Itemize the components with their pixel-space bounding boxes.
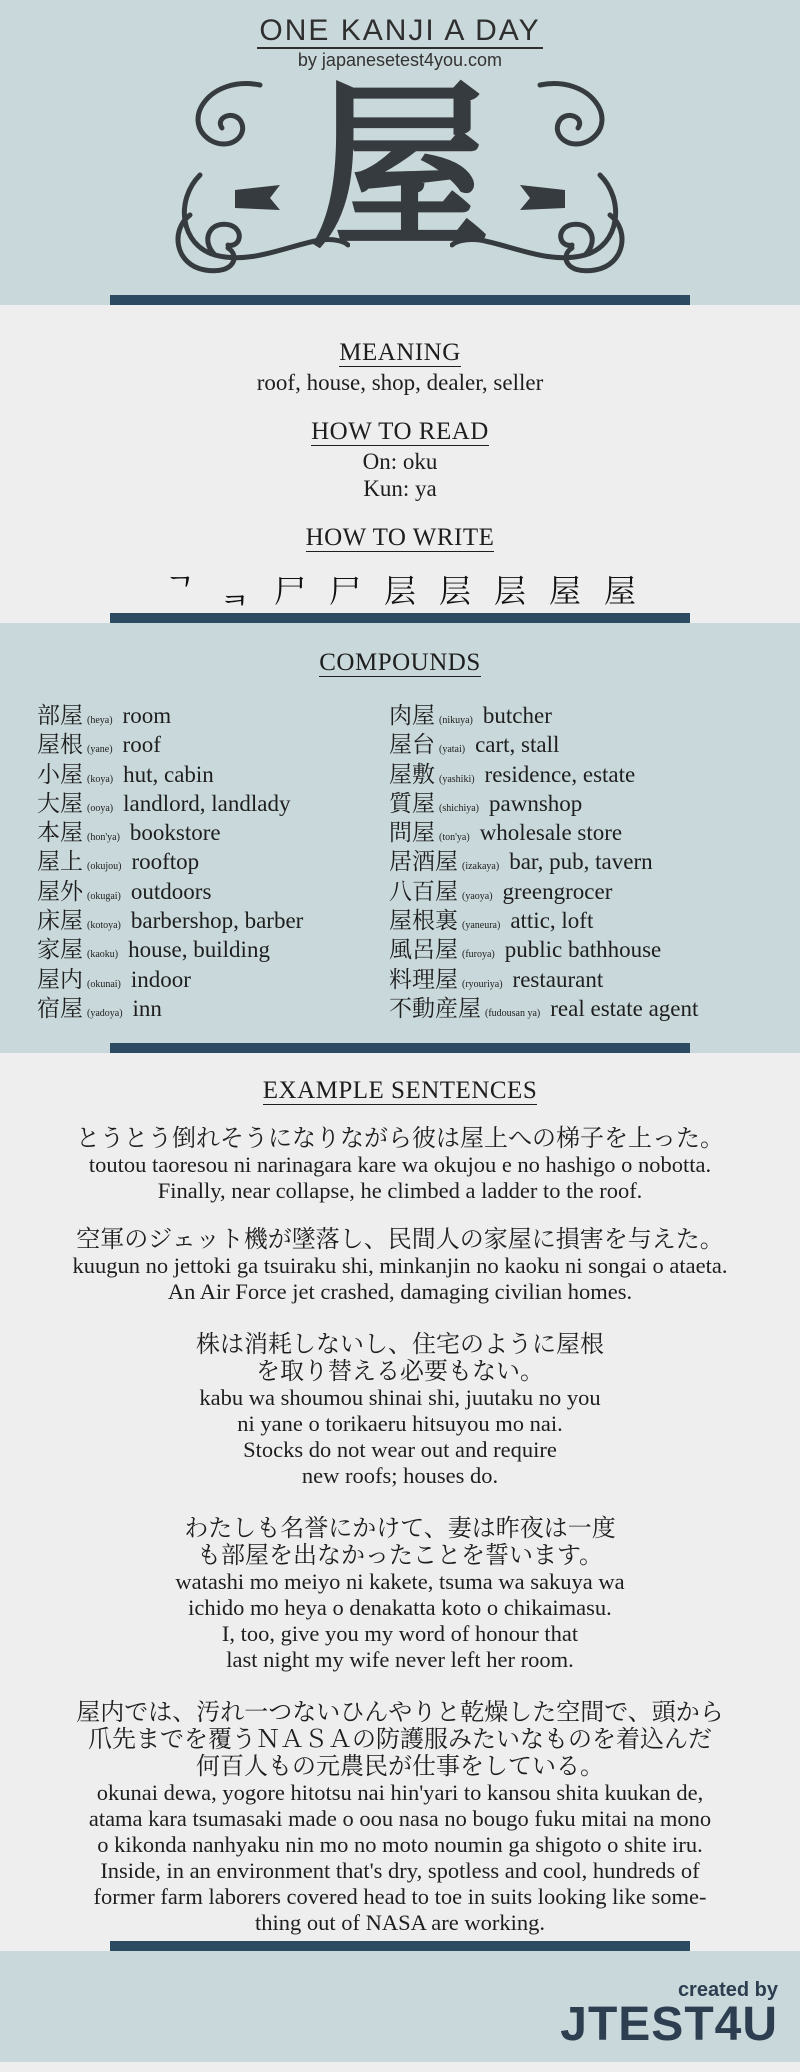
example-english: thing out of NASA are working.	[255, 1910, 545, 1935]
compounds-heading: COMPOUNDS	[319, 649, 481, 676]
compound-kanji: 屋上	[37, 849, 83, 876]
compound-row	[37, 990, 389, 1022]
reading-heading: HOW TO READ	[311, 418, 489, 445]
compound-meaning: outdoors	[130, 878, 212, 904]
compound-meaning: wholesale store	[479, 820, 623, 846]
compound-reading: (yadoya)	[87, 1007, 123, 1019]
meaning-heading: MEANING	[339, 339, 461, 366]
compounds-section	[0, 623, 800, 1053]
compound-reading: (hon'ya)	[87, 832, 120, 844]
jtest4u-logo: JTEST4U	[560, 1998, 778, 2051]
compound-meaning: pawnshop	[489, 790, 583, 816]
example-japanese: を取り替える必要もない。	[256, 1357, 544, 1385]
compound-reading: (nikuya)	[439, 715, 473, 726]
compound-row	[37, 961, 389, 993]
compound-reading: (shichiya)	[439, 802, 479, 814]
compound-meaning: greengrocer	[502, 878, 613, 904]
divider	[110, 1941, 690, 1951]
stroke-order	[0, 566, 800, 612]
example-english: former farm laborers covered head to toe in suits looking like some-	[93, 1884, 707, 1909]
example-sentence	[0, 1699, 800, 1936]
example-romaji: ichido mo heya o denakatta koto o chikaimasu.	[188, 1595, 612, 1620]
compound-row	[37, 697, 389, 729]
stroke-step: 屋	[603, 572, 636, 610]
example-english: Stocks do not wear out and require	[243, 1437, 557, 1462]
compound-row	[389, 726, 789, 759]
compound-meaning: restaurant	[512, 966, 604, 992]
example-romaji: ni yane o torikaeru hitsuyou mo nai.	[237, 1411, 563, 1436]
examples-section	[0, 1053, 800, 1951]
compound-reading: (okugai)	[87, 890, 121, 902]
example-romaji: atama kara tsumasaki made o oou nasa no bougo fuku mitai na mono	[88, 1806, 712, 1831]
compound-kanji: 大屋	[37, 790, 83, 817]
compound-kanji: 屋台	[389, 732, 435, 759]
meaning-text: roof, house, shop, dealer, seller	[256, 370, 544, 395]
compound-kanji: 風呂屋	[389, 937, 458, 964]
compound-reading: (ton'ya)	[439, 832, 470, 844]
stroke-step: ᆿ	[219, 572, 251, 610]
compound-meaning: hut, cabin	[123, 761, 214, 787]
compound-kanji: 家屋	[37, 937, 83, 964]
compound-meaning: indoor	[130, 966, 191, 992]
stroke-step: ᄀ	[164, 572, 196, 610]
compound-row	[37, 756, 389, 788]
compound-row	[389, 697, 789, 729]
compound-meaning: roof	[122, 732, 161, 758]
compound-meaning: cart, stall	[475, 732, 560, 758]
kun-reading: Kun: ya	[363, 476, 437, 501]
example-japanese: 屋内では、汚れ一つないひんやりと乾燥した空間で、頭から	[76, 1698, 724, 1726]
compound-reading: (okujou)	[87, 861, 122, 873]
example-japanese: 株は消耗しないし、住宅のように屋根	[196, 1330, 604, 1358]
compound-meaning: room	[122, 703, 172, 728]
compound-reading: (furoya)	[462, 949, 495, 961]
page-title: ONE KANJI A DAY	[259, 14, 541, 47]
stroke-step: 尸	[273, 572, 306, 610]
example-japanese: とうとう倒れそうになりながら彼は屋上への梯子を上った。	[76, 1124, 724, 1152]
compound-reading: (heya)	[87, 715, 113, 726]
example-english: new roofs; houses do.	[301, 1463, 499, 1488]
compound-meaning: landlord, landlady	[123, 790, 291, 816]
example-japanese: 何百人もの元農民が仕事をしている。	[196, 1752, 604, 1780]
byline: by japanesetest4you.com	[297, 50, 503, 70]
example-english: An Air Force jet crashed, damaging civilian homes.	[167, 1279, 633, 1304]
compound-kanji: 問屋	[389, 820, 435, 847]
example-romaji: watashi mo meiyo ni kakete, tsuma wa sakuya wa	[175, 1569, 625, 1594]
compound-meaning: attic, loft	[510, 908, 594, 934]
compound-reading: (okunai)	[87, 978, 121, 990]
example-romaji: kabu wa shoumou shinai shi, juutaku no you	[199, 1385, 601, 1410]
stroke-step: 层	[493, 572, 526, 610]
stroke-step: 层	[438, 572, 471, 610]
compound-reading: (ooya)	[87, 802, 114, 814]
example-japanese: わたしも名誉にかけて、妻は昨夜は一度	[184, 1514, 616, 1542]
divider	[110, 295, 690, 305]
divider	[110, 613, 690, 623]
example-english: I, too, give you my word of honour that	[221, 1621, 579, 1646]
compound-kanji: 料理屋	[389, 966, 458, 993]
examples-heading: EXAMPLE SENTENCES	[262, 1077, 538, 1104]
featured-kanji: 屋	[309, 65, 490, 274]
compound-kanji: 質屋	[389, 790, 435, 817]
compound-kanji: 屋敷	[389, 761, 435, 788]
compound-row	[389, 873, 789, 905]
compound-kanji: 屋外	[37, 878, 83, 905]
example-sentence	[0, 1226, 800, 1305]
compound-row	[389, 843, 789, 876]
example-sentence	[0, 1331, 800, 1489]
compound-kanji: 部屋	[37, 703, 83, 729]
example-romaji: toutou taoresou ni narinagara kare wa okujou e no hashigo o nobotta.	[88, 1152, 712, 1177]
compound-reading: (yane)	[87, 744, 113, 756]
compound-kanji: 屋内	[37, 966, 83, 993]
compound-meaning: bar, pub, tavern	[509, 849, 653, 875]
divider	[110, 1043, 690, 1053]
compound-row	[37, 843, 389, 876]
compound-row	[37, 785, 389, 817]
compound-kanji: 屋根裏	[389, 908, 458, 935]
compound-meaning: barbershop, barber	[130, 908, 304, 934]
example-sentence	[0, 1515, 800, 1673]
compound-reading: (izakaya)	[462, 861, 500, 873]
stroke-step: 层	[383, 572, 416, 610]
compound-meaning: house, building	[128, 937, 270, 963]
example-romaji: okunai dewa, yogore hitotsu nai hin'yari to kansou shita kuukan de,	[96, 1780, 704, 1805]
stroke-step: 尸	[328, 572, 361, 610]
compound-kanji: 屋根	[37, 732, 83, 759]
compound-kanji: 小屋	[37, 761, 83, 788]
compound-row	[389, 961, 789, 993]
compound-meaning: real estate agent	[550, 995, 699, 1021]
example-japanese: 爪先までを覆うＮＡＳＡの防護服みたいなものを着込んだ	[88, 1725, 712, 1753]
compounds-right-column	[389, 697, 789, 1022]
created-by-label: created by	[677, 1979, 778, 2001]
compound-row	[389, 756, 789, 788]
compound-reading: (kotoya)	[87, 920, 121, 932]
compound-reading: (yaoya)	[462, 890, 493, 902]
compound-kanji: 本屋	[37, 820, 83, 847]
compound-meaning: rooftop	[131, 849, 200, 875]
compound-row	[37, 902, 389, 935]
meaning-section	[0, 305, 800, 623]
example-romaji: o kikonda nanhyaku nin mo no moto noumin ga shigoto o shite iru.	[97, 1832, 703, 1857]
compound-reading: (yashiki)	[439, 773, 475, 785]
footer	[0, 1951, 800, 2062]
compound-kanji: 八百屋	[389, 878, 458, 905]
compound-row	[389, 902, 789, 935]
compound-reading: (ryouriya)	[462, 978, 503, 990]
compound-meaning: residence, estate	[484, 761, 636, 787]
compound-row	[37, 726, 389, 759]
header	[0, 0, 800, 305]
compound-row	[37, 931, 389, 964]
compound-kanji: 床屋	[37, 908, 83, 935]
compound-row	[389, 990, 789, 1022]
compound-meaning: public bathhouse	[504, 937, 662, 963]
compound-reading: (yaneura)	[462, 920, 501, 932]
writing-heading: HOW TO WRITE	[305, 524, 495, 551]
example-japanese: も部屋を出なかったことを誓います。	[196, 1541, 604, 1569]
example-sentence	[0, 1125, 800, 1204]
compound-reading: (fudousan ya)	[485, 1007, 541, 1019]
compound-kanji: 宿屋	[37, 995, 83, 1022]
compound-row	[37, 814, 389, 847]
compound-reading: (kaoku)	[87, 949, 119, 961]
compound-meaning: bookstore	[129, 820, 221, 846]
compound-row	[389, 814, 789, 847]
example-japanese: 空軍のジェット機が墜落し、民間人の家屋に損害を与えた。	[76, 1225, 724, 1253]
compound-reading: (yatai)	[439, 744, 466, 756]
compound-kanji: 居酒屋	[389, 849, 458, 876]
compound-reading: (koya)	[87, 773, 114, 785]
compound-row	[37, 873, 389, 905]
compound-row	[389, 931, 789, 964]
compound-meaning: butcher	[482, 703, 552, 728]
example-english: last night my wife never left her room.	[226, 1647, 574, 1672]
example-romaji: kuugun no jettoki ga tsuiraku shi, minkanjin no kaoku ni songai o ataeta.	[72, 1253, 728, 1278]
stroke-step: 屋	[548, 572, 581, 610]
example-english: Finally, near collapse, he climbed a ladder to the roof.	[157, 1178, 643, 1203]
compound-kanji: 肉屋	[389, 703, 435, 729]
compound-meaning: inn	[132, 995, 162, 1021]
on-reading: On: oku	[362, 449, 438, 474]
compound-row	[389, 785, 789, 817]
compounds-left-column	[37, 697, 389, 1022]
example-english: Inside, in an environment that's dry, spotless and cool, hundreds of	[100, 1858, 700, 1883]
compound-kanji: 不動産屋	[389, 995, 481, 1022]
